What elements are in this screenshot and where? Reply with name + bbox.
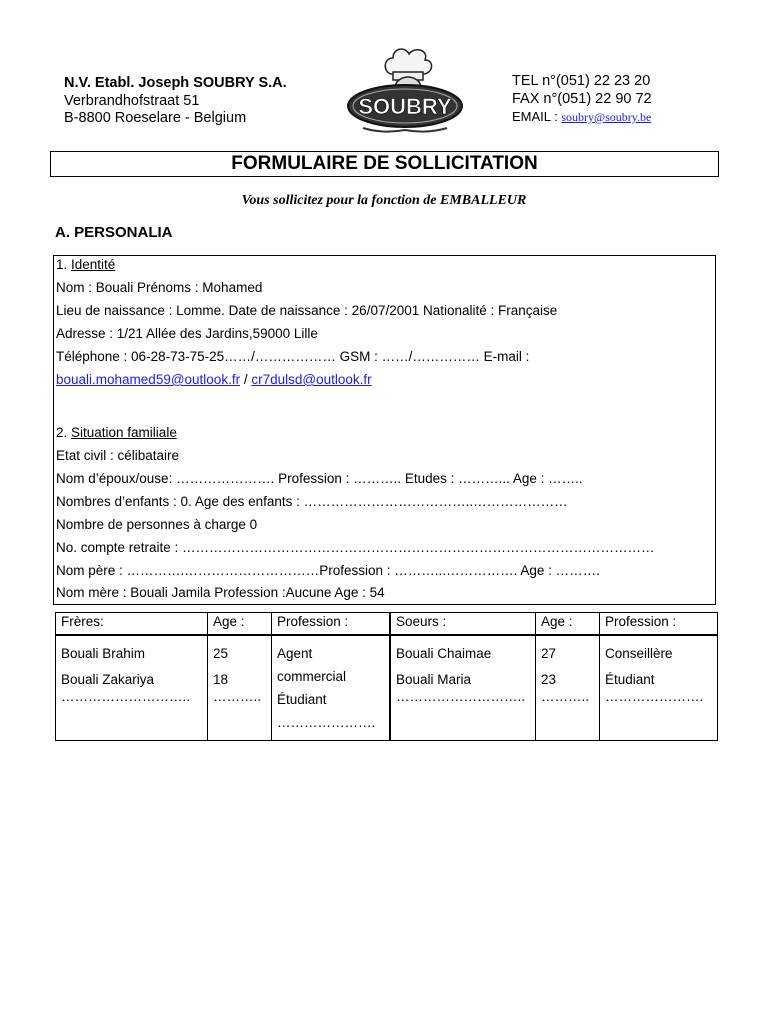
- sisters-ages-cell: [536, 635, 600, 741]
- sisters-professions-cell: [600, 635, 718, 741]
- form-subtitle: Vous sollicitez pour la fonction de EMBALLEUR: [241, 193, 527, 208]
- sisters-names-cell: [390, 635, 536, 741]
- header-sisters-age: Age :: [536, 613, 600, 636]
- sister-name: Bouali Maria: [396, 672, 472, 687]
- logo-text: SOUBRY: [358, 94, 452, 119]
- form-title: FORMULAIRE DE SOLLICITATION: [50, 151, 719, 177]
- sister-age-blank: ………..: [541, 689, 590, 704]
- brother-age: 25: [213, 646, 229, 661]
- section-a-heading: A. PERSONALIA: [55, 224, 173, 241]
- name-line: Nom : Bouali Prénoms : Mohamed: [56, 280, 263, 295]
- personalia-box: [53, 255, 716, 605]
- contact-block: [512, 72, 652, 126]
- email-addresses: [56, 372, 372, 387]
- sister-profession: Conseillère: [605, 646, 673, 661]
- address-line: Adresse : 1/21 Allée des Jardins,59000 Lille: [56, 326, 318, 341]
- brother-age: 18: [213, 672, 229, 687]
- tel-line: TEL n°(051) 22 23 20: [512, 73, 651, 89]
- birth-line: Lieu de naissance : Lomme. Date de naissance : 26/07/2001 Nationalité : Française: [56, 303, 558, 318]
- header-sisters: Soeurs :: [390, 613, 536, 636]
- company-block: [64, 75, 287, 128]
- fax-line: FAX n°(051) 22 90 72: [512, 91, 652, 107]
- sister-name-blank: ………………………..: [396, 689, 526, 704]
- sister-profession: Étudiant: [605, 672, 655, 687]
- siblings-body-row: [56, 635, 718, 741]
- identity-heading-num: 1.: [56, 257, 72, 272]
- email-line: [512, 108, 652, 126]
- brother-name-blank: ………………………..: [61, 689, 191, 704]
- identity-heading-label: Identité: [71, 257, 116, 272]
- civil-status-line: Etat civil : célibataire: [56, 448, 180, 463]
- header-brothers-profession: Profession :: [272, 613, 391, 636]
- brothers-names-cell: [56, 635, 208, 741]
- brothers-professions-cell: [272, 635, 391, 741]
- dependents-line: Nombre de personnes à charge 0: [56, 517, 258, 532]
- pension-line: No. compte retraite : ……………………………………………………………………………………………: [56, 540, 655, 555]
- brother-age-blank: ………..: [213, 689, 262, 704]
- brothers-ages-cell: [208, 635, 272, 741]
- header-brothers-age: Age :: [208, 613, 272, 636]
- brother-name: Bouali Brahim: [61, 646, 146, 661]
- email-label: EMAIL :: [512, 109, 562, 124]
- family-heading-label: Situation familiale: [71, 425, 177, 440]
- company-city: B-8800 Roeselare - Belgium: [64, 110, 247, 126]
- identity-heading: [56, 257, 115, 272]
- siblings-header-row: [56, 613, 718, 636]
- children-line: Nombres d’enfants : 0. Age des enfants : ………………………………..…………………: [56, 494, 568, 509]
- soubry-logo: [343, 44, 467, 136]
- phone-line: Téléphone : 06-28-73-75-25……/……………… GSM : ……/…………… E-mail :: [56, 349, 530, 364]
- brother-profession-blank: ………………….: [277, 715, 376, 730]
- mother-line: Nom mère : Bouali Jamila Profession :Aucune Age : 54: [56, 585, 385, 600]
- sister-age: 27: [541, 646, 557, 661]
- sister-age: 23: [541, 672, 557, 687]
- siblings-table: [55, 612, 718, 741]
- brother-profession: commercial: [277, 669, 347, 684]
- father-line: Nom père : ………….…………………………Profession : ………...……………. Age : ……….: [56, 563, 600, 578]
- family-heading-num: 2.: [56, 425, 72, 440]
- header-brothers: Frères:: [56, 613, 208, 636]
- email-link-2[interactable]: cr7dulsd@outlook.fr: [251, 372, 372, 387]
- email-separator: /: [240, 372, 252, 387]
- brother-profession: Agent: [277, 646, 313, 661]
- company-email-link[interactable]: soubry@soubry.be: [561, 110, 652, 124]
- sister-profession-blank: ………………….: [605, 689, 704, 704]
- family-heading: [56, 425, 177, 440]
- company-street: Verbrandhofstraat 51: [64, 92, 200, 109]
- brother-profession: Étudiant: [277, 692, 327, 707]
- header-sisters-profession: Profession :: [600, 613, 718, 636]
- company-name: N.V. Etabl. Joseph SOUBRY S.A.: [64, 75, 287, 91]
- brother-name: Bouali Zakariya: [61, 672, 155, 687]
- sister-name: Bouali Chaimae: [396, 646, 492, 661]
- email-link-1[interactable]: bouali.mohamed59@outlook.fr: [56, 372, 241, 387]
- spouse-line: Nom d’époux/ouse: …………………. Profession : ……….. Etudes : ………... Age : ……..: [56, 471, 583, 486]
